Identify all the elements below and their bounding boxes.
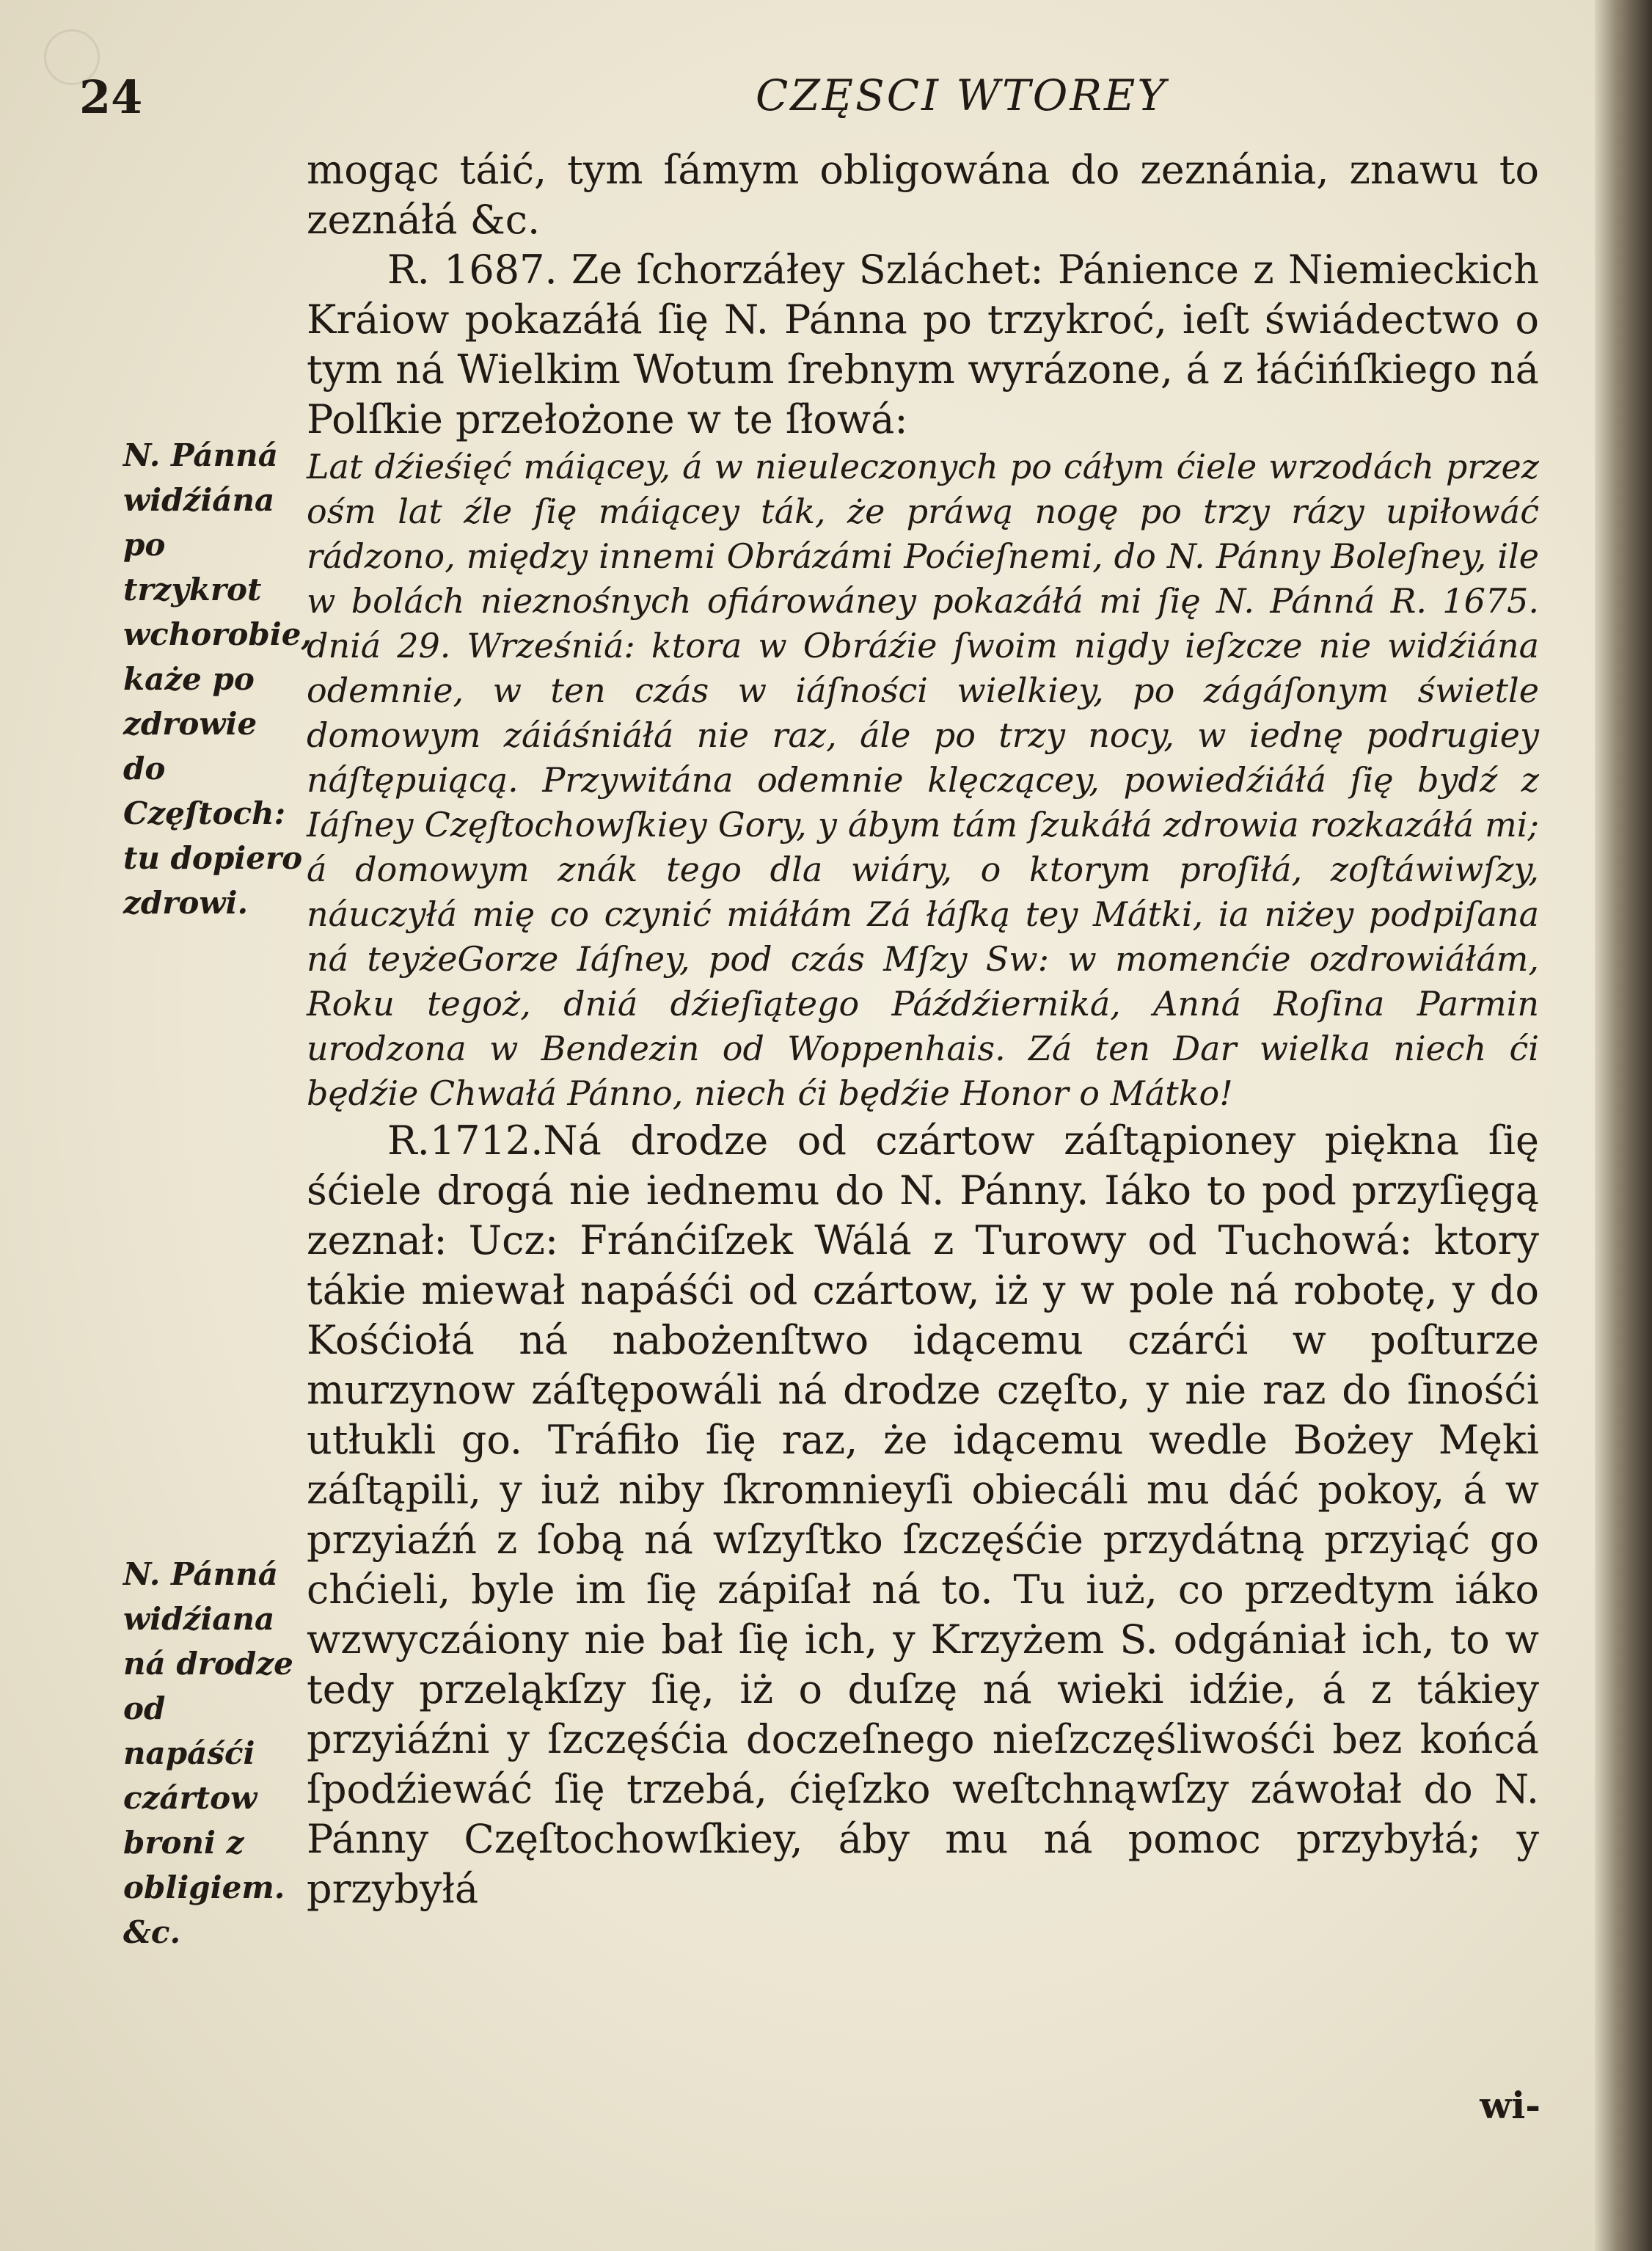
votive-quote: Lat dźieśięć máiącey, á w nieuleczonych po cáłym ćiele wrzodách przez ośm lat źle ſię máiącey ták, że práwą nogę po trzy rázy upiłowáć rádzono, między innemi Obrázámi Poćieſnemi, do N. Pánny Boleſney, ile w bolách nieznośnych ofiárowáney pokazáłá mi ſię N. Pánná R. 1675. dniá 29. Wrześniá: ktora w Obráźie ſwoim nigdy ieſzcze nie widźiána odemnie, w ten czás w iáſności wielkiey, po zágáſonym świetle domowym záiáśniáłá nie raz, ále po trzy nocy, w iednę podrugiey náſtępuiącą. Przywitána odemnie klęczącey, powiedźiáłá ſię bydź z Iáſney Częſtochowſkiey Gory, y ábym tám ſzukáłá zdrowia rozkazáłá mi; á domowym znák tego dla wiáry, o ktorym proſiłá, zoſtáwiwſzy, náuczyłá mię co czynić miáłám Zá łáſką tey Mátki, ia niżey podpiſana ná teyżeGorze Iáſney, pod czás Mſzy Sw: w momenćie ozdrowiáłám, Roku tegoż, dniá dźieſiątego Páźdźierniká, Anná Roſina Parmin urodzona w Bendezin od Woppenhais. Zá ten Dar wielka niech ći będźie Chwałá Pánno, niech ći będźie Honor o Mátko! bbox=[307, 447, 1539, 1113]
paragraph-2: R. 1687. Ze ſchorzáłey Szláchet: Pánience z Niemieckich Kráiow pokazáłá ſię N. Pánna po trzykroć, ieſt świádectwo o tym ná Wielkim Wotum ſrebnym wyrázone, á z łáćińſkiego ná Polſkie przełożone w te ſłowá: bbox=[307, 247, 1539, 442]
marginal-note-2: N. Pánná widźiana ná drodze od napáśći czártow broni z obligiem. &c. bbox=[123, 1556, 293, 1950]
book-spine bbox=[1595, 0, 1652, 2251]
running-title: CZĘSCI WTOREY bbox=[756, 70, 1168, 120]
page-footer bbox=[411, 2084, 1540, 2128]
catchword: wi- bbox=[1480, 2084, 1540, 2127]
paragraph-1: mogąc táić, tym ſámym obligowána do zeznánia, znawu to zeznáłá &c. bbox=[307, 147, 1539, 243]
paragraph-3: R.1712.Ná drodze od czártow záſtąpioney piękna ſię śćiele drogá nie iednemu do N. Pánny. Iáko to pod przyſięgą zeznał: Ucz: Fránćiſzek Wálá z Turowy od Tuchowá: ktory tákie miewał napáśći od czártow, iż y w pole ná robotę, y do Kośćiołá ná nabożenſtwo idącemu czárći w poſturze murzynow záſtępowáli ná drodze częſto, y nie raz do ſinośći utłukli go. Tráfiło ſię raz, że idącemu wedle Bożey Męki záſtąpili, y iuż niby ſkromnieyſi obiecáli mu dáć pokoy, á w przyiaźń z ſobą ná wſzyſtko ſzczęśćie przydátną przyiąć go chćieli, byle im ſię zápiſał ná to. Tu iuż, co przedtym iáko wzwyczáiony nie bał ſię ich, y Krzyżem S. odgániał ich, to w tedy przeląkſzy ſię, iż o duſzę ná wieki idźie, á z tákiey przyiáźni y ſzczęśćia doczeſnego nieſzczęśliwośći bez końcá ſpodźiewáć ſię trzebá, ćięſzko weſtchnąwſzy záwołał do N. Pánny Częſtochowſkiey, áby mu ná pomoc przybyłá; y przybyłá bbox=[307, 1117, 1539, 1912]
page-header bbox=[0, 65, 1652, 138]
page-number: 24 bbox=[79, 70, 143, 124]
marginal-note-1: N. Pánná widźiána po trzykrot wchorobie, każe po zdrowie do Częſtoch: tu dopiero zdrowi. bbox=[123, 437, 313, 921]
main-text bbox=[307, 145, 1539, 1914]
